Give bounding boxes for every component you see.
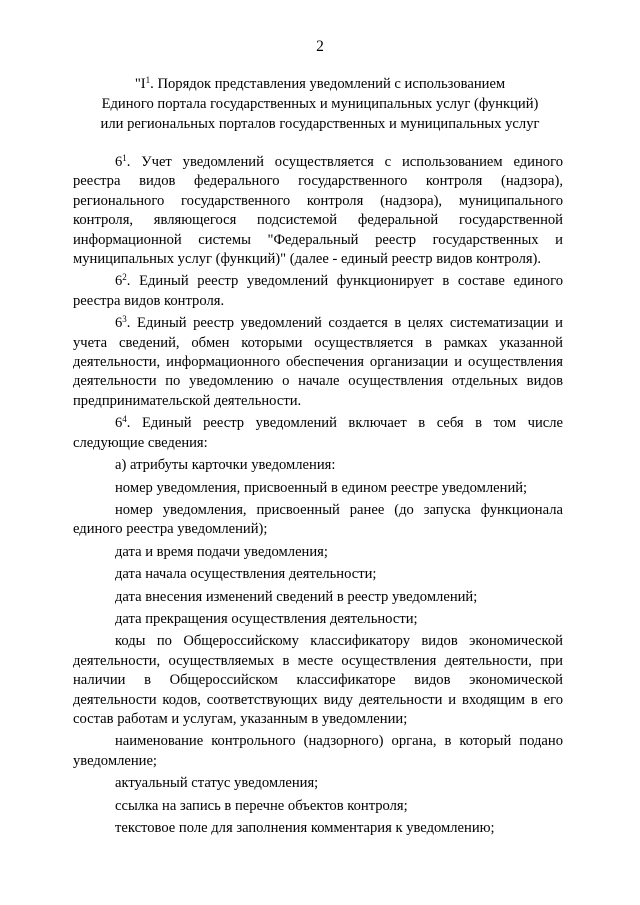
paragraph-6-1: $6^1$. Учет уведомлений осуществляется с использованием единого реестра видов федерального государственного контроля (надзора), регионального государственного контроля (надзора), муниципального контроля, являющегося подсистемой федеральной государственной информационной системы "Федеральный реестр государственных и муниципальных услуг (функций)" (далее - единый реестр видов контроля).	[73, 153, 563, 268]
list-item: актуальный статус уведомления;	[115, 775, 319, 792]
list-item: дата начала осуществления деятельности;	[115, 566, 377, 583]
list-item: ссылка на запись в перечне объектов контроля;	[115, 797, 408, 814]
paragraph-6-4: $6^4$. Единый реестр уведомлений включает в себя в том числе следующие сведения:	[73, 414, 563, 451]
list-item: дата внесения изменений сведений в реестр уведомлений;	[115, 588, 478, 605]
paragraph-6-3: $6^3$. Единый реестр уведомлений создается в целях систематизации и учета сведений, обмен которыми осуществляется в рамках указанной деятельности, информационного обеспечения организации и осуществления деятельности по уведомлению о начале осуществления отдельных видов предпринимательской деятельности.	[73, 314, 563, 409]
heading-line-2: Единого портала государственных и муниципальных услуг (функций)	[101, 96, 539, 112]
list-item: номер уведомления, присвоенный в едином реестре уведомлений;	[115, 479, 528, 496]
page-number: 2	[316, 38, 324, 55]
document-body	[73, 153, 563, 838]
paragraph-6-2: $6^2$. Единый реестр уведомлений функционирует в составе единого реестра видов контроля.	[73, 272, 563, 309]
heading-line-3: или региональных порталов государственных и муниципальных услуг	[100, 116, 540, 132]
list-item: а) атрибуты карточки уведомления:	[115, 457, 336, 474]
heading-line-1: "$I^1$. Порядок представления уведомлений с использованием	[134, 75, 506, 92]
list-item: номер уведомления, присвоенный ранее (до запуска функционала единого реестра уведомлений);	[73, 501, 563, 538]
list-item: дата и время подачи уведомления;	[115, 543, 328, 560]
list-item: наименование контрольного (надзорного) органа, в который подано уведомление;	[73, 733, 563, 769]
list-item: дата прекращения осуществления деятельности;	[115, 610, 418, 627]
section-heading	[60, 74, 580, 134]
list-item: коды по Общероссийскому классификатору видов экономической деятельности, осуществляемых в месте осуществления деятельности, при наличии в Общероссийском классификаторе видов экономической деятельности кодов, соответствующих виду деятельности и входящим в его состав работам и услугам, указанным в уведомлении;	[73, 633, 563, 727]
list-item: текстовое поле для заполнения комментария к уведомлению;	[115, 820, 495, 836]
